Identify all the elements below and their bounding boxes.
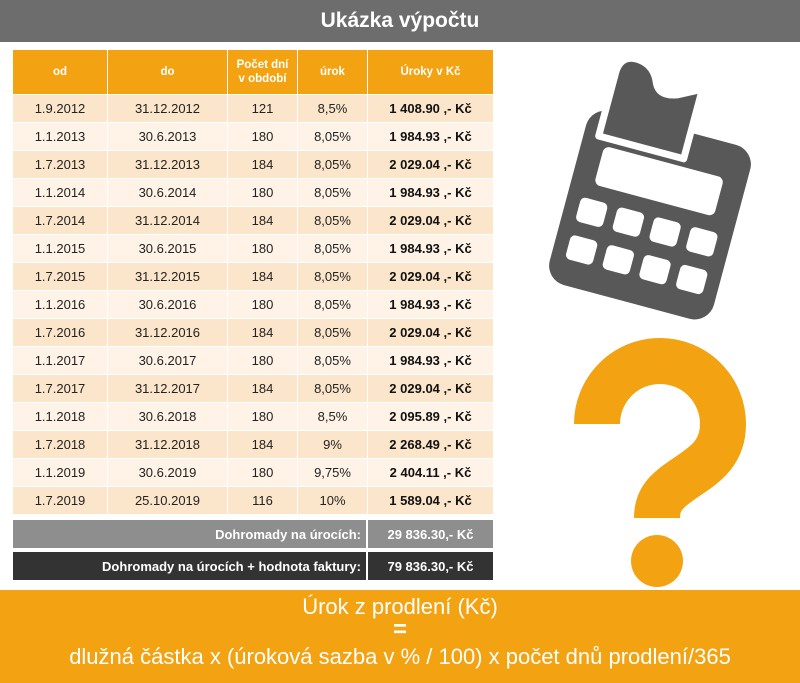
cell-rate: 9% bbox=[298, 431, 368, 458]
table-row bbox=[13, 123, 493, 151]
table-row bbox=[13, 95, 493, 123]
cell-do: 30.6.2016 bbox=[108, 291, 228, 318]
cell-rate: 8,05% bbox=[298, 151, 368, 178]
cell-do: 31.12.2016 bbox=[108, 319, 228, 346]
cell-rate: 8,05% bbox=[298, 179, 368, 206]
cell-od: 1.7.2016 bbox=[13, 319, 108, 346]
cell-rate: 8,5% bbox=[298, 95, 368, 122]
cell-days: 180 bbox=[228, 179, 298, 206]
cell-od: 1.9.2012 bbox=[13, 95, 108, 122]
illustration bbox=[500, 45, 800, 590]
cell-days: 180 bbox=[228, 459, 298, 486]
cell-do: 31.12.2014 bbox=[108, 207, 228, 234]
calculator-icon bbox=[545, 51, 771, 324]
formula-expression: dlužná částka x (úroková sazba v % / 100) x počet dnů prodlení/365 bbox=[69, 644, 731, 669]
cell-interest: 2 029.04 ,- Kč bbox=[368, 319, 493, 346]
table-row bbox=[13, 235, 493, 263]
cell-interest: 1 408.90 ,- Kč bbox=[368, 95, 493, 122]
formula-equals: = bbox=[392, 616, 407, 643]
table-row bbox=[13, 403, 493, 431]
cell-interest: 2 029.04 ,- Kč bbox=[368, 207, 493, 234]
cell-interest: 2 029.04 ,- Kč bbox=[368, 263, 493, 290]
table-row bbox=[13, 263, 493, 291]
cell-od: 1.1.2016 bbox=[13, 291, 108, 318]
cell-rate: 8,05% bbox=[298, 235, 368, 262]
cell-days: 121 bbox=[228, 95, 298, 122]
cell-rate: 8,05% bbox=[298, 375, 368, 402]
table-row bbox=[13, 207, 493, 235]
header-od: od bbox=[13, 50, 108, 94]
cell-od: 1.7.2015 bbox=[13, 263, 108, 290]
cell-interest: 2 029.04 ,- Kč bbox=[368, 151, 493, 178]
cell-do: 31.12.2017 bbox=[108, 375, 228, 402]
grand-total-label: Dohromady na úrocích + hodnota faktury: bbox=[13, 552, 368, 580]
cell-interest: 1 984.93 ,- Kč bbox=[368, 179, 493, 206]
grand-total-value: 79 836.30,- Kč bbox=[368, 552, 493, 580]
cell-do: 30.6.2014 bbox=[108, 179, 228, 206]
cell-od: 1.1.2014 bbox=[13, 179, 108, 206]
cell-interest: 2 095.89 ,- Kč bbox=[368, 403, 493, 430]
cell-days: 184 bbox=[228, 151, 298, 178]
formula-banner bbox=[0, 590, 800, 683]
cell-interest: 1 984.93 ,- Kč bbox=[368, 123, 493, 150]
cell-days: 184 bbox=[228, 319, 298, 346]
table-header bbox=[13, 50, 493, 95]
cell-days: 180 bbox=[228, 403, 298, 430]
table-row bbox=[13, 431, 493, 459]
cell-days: 184 bbox=[228, 375, 298, 402]
cell-interest: 1 984.93 ,- Kč bbox=[368, 235, 493, 262]
cell-od: 1.7.2019 bbox=[13, 487, 108, 514]
total-interest-value: 29 836.30,- Kč bbox=[368, 520, 493, 548]
cell-days: 184 bbox=[228, 263, 298, 290]
table-row bbox=[13, 319, 493, 347]
header-do: do bbox=[108, 50, 228, 94]
table-row bbox=[13, 487, 493, 515]
title-bar bbox=[0, 0, 800, 42]
cell-interest: 1 984.93 ,- Kč bbox=[368, 347, 493, 374]
cell-rate: 8,05% bbox=[298, 291, 368, 318]
cell-do: 31.12.2018 bbox=[108, 431, 228, 458]
cell-rate: 8,05% bbox=[298, 263, 368, 290]
table-body bbox=[13, 95, 493, 515]
cell-do: 30.6.2013 bbox=[108, 123, 228, 150]
cell-od: 1.1.2013 bbox=[13, 123, 108, 150]
cell-od: 1.7.2017 bbox=[13, 375, 108, 402]
cell-od: 1.7.2014 bbox=[13, 207, 108, 234]
cell-do: 31.12.2012 bbox=[108, 95, 228, 122]
cell-do: 30.6.2015 bbox=[108, 235, 228, 262]
cell-do: 31.12.2015 bbox=[108, 263, 228, 290]
cell-interest: 2 029.04 ,- Kč bbox=[368, 375, 493, 402]
cell-rate: 9,75% bbox=[298, 459, 368, 486]
question-mark-dot bbox=[631, 535, 683, 587]
cell-do: 30.6.2017 bbox=[108, 347, 228, 374]
cell-interest: 2 404.11 ,- Kč bbox=[368, 459, 493, 486]
cell-rate: 8,05% bbox=[298, 319, 368, 346]
cell-rate: 8,05% bbox=[298, 123, 368, 150]
cell-days: 180 bbox=[228, 291, 298, 318]
table-row bbox=[13, 151, 493, 179]
grand-total-row bbox=[13, 552, 493, 580]
cell-od: 1.1.2017 bbox=[13, 347, 108, 374]
formula-title: Úrok z prodlení (Kč) bbox=[302, 594, 498, 619]
cell-od: 1.1.2015 bbox=[13, 235, 108, 262]
interest-table bbox=[13, 50, 493, 580]
cell-do: 30.6.2018 bbox=[108, 403, 228, 430]
cell-interest: 1 589.04 ,- Kč bbox=[368, 487, 493, 514]
table-row bbox=[13, 291, 493, 319]
cell-interest: 2 268.49 ,- Kč bbox=[368, 431, 493, 458]
receipt-paper bbox=[599, 55, 706, 159]
page-title: Ukázka výpočtu bbox=[320, 9, 480, 32]
cell-do: 30.6.2019 bbox=[108, 459, 228, 486]
cell-do: 31.12.2013 bbox=[108, 151, 228, 178]
table-row bbox=[13, 375, 493, 403]
header-rate: úrok bbox=[298, 50, 368, 94]
cell-days: 180 bbox=[228, 347, 298, 374]
table-row bbox=[13, 347, 493, 375]
question-mark-icon bbox=[597, 361, 723, 587]
total-interest-label: Dohromady na úrocích: bbox=[13, 520, 368, 548]
cell-interest: 1 984.93 ,- Kč bbox=[368, 291, 493, 318]
header-interest: Úroky v Kč bbox=[368, 50, 493, 94]
cell-days: 116 bbox=[228, 487, 298, 514]
cell-rate: 8,05% bbox=[298, 347, 368, 374]
cell-days: 180 bbox=[228, 235, 298, 262]
cell-days: 184 bbox=[228, 207, 298, 234]
cell-do: 25.10.2019 bbox=[108, 487, 228, 514]
cell-rate: 8,5% bbox=[298, 403, 368, 430]
cell-od: 1.1.2018 bbox=[13, 403, 108, 430]
table-row bbox=[13, 459, 493, 487]
cell-rate: 8,05% bbox=[298, 207, 368, 234]
cell-od: 1.7.2013 bbox=[13, 151, 108, 178]
cell-rate: 10% bbox=[298, 487, 368, 514]
table-row bbox=[13, 179, 493, 207]
cell-days: 180 bbox=[228, 123, 298, 150]
header-days: Počet dní v období bbox=[228, 50, 298, 94]
cell-od: 1.1.2019 bbox=[13, 459, 108, 486]
question-mark-hook bbox=[597, 361, 723, 518]
cell-days: 184 bbox=[228, 431, 298, 458]
total-interest-row bbox=[13, 520, 493, 548]
cell-od: 1.7.2018 bbox=[13, 431, 108, 458]
